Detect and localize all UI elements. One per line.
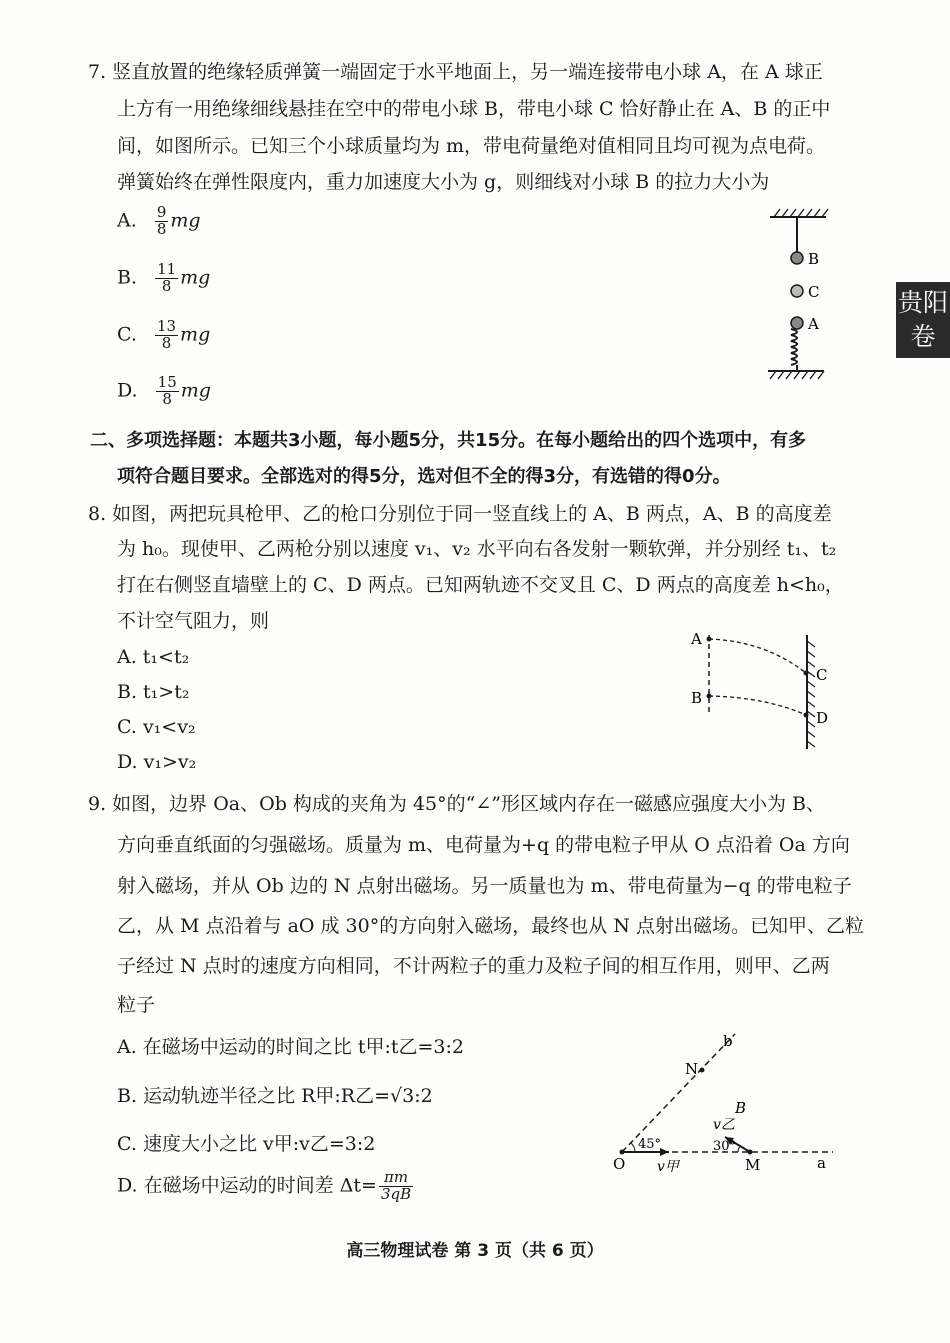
- region-tab-line1: 贵阳: [897, 288, 948, 317]
- q7-line-4: 弹簧始终在弹性限度内，重力加速度大小为 g，则细线对小球 B 的拉力大小为: [117, 171, 770, 193]
- label-angle-30: 30°: [713, 1139, 737, 1154]
- label-a: A: [808, 315, 819, 333]
- option-unit: mg: [180, 323, 211, 346]
- label-b: B: [691, 689, 703, 707]
- option-d-prefix: D. 在磁场中运动的时间差 Δt=: [117, 1174, 377, 1197]
- q8-option-d: D. v₁>v₂: [117, 751, 197, 773]
- angle-45-arc: [631, 1143, 635, 1152]
- fraction: $\frac{15}{8}$: [157, 373, 177, 408]
- v-jia-arrowhead: [660, 1148, 669, 1156]
- q9-option-c: C. 速度大小之比 v甲:v乙=3:2: [117, 1133, 376, 1155]
- label-b: B: [808, 250, 820, 268]
- q8-option-c: C. v₁<v₂: [117, 716, 196, 738]
- q8-line-3: 打在右侧竖直墙壁上的 C、D 两点。已知两轨迹不交叉且 C、D 两点的高度差 h<h₀，: [117, 574, 844, 596]
- q8-figure: [685, 625, 845, 755]
- q7-option-a: [117, 205, 201, 238]
- ceiling-hatch: [774, 209, 828, 217]
- region-tab-line2: 卷: [910, 322, 936, 351]
- ball-c: [791, 285, 803, 297]
- section-2-line-2: 项符合题目要求。全部选对的得5分，选对但不全的得3分，有选错的得0分。: [117, 466, 731, 487]
- q7-line-2: 上方有一用绝缘细线悬挂在空中的带电小球 B，带电小球 C 恰好静止在 A、B 的正中: [117, 98, 831, 120]
- fraction: $\frac{11}{8}$: [157, 260, 177, 295]
- boundary-ob: [622, 1034, 735, 1152]
- point-c: [804, 671, 809, 676]
- q7-option-b: [117, 262, 210, 295]
- q9-option-b: B. 运动轨迹半径之比 R甲:R乙=√3:2: [117, 1085, 433, 1107]
- q9-option-a: A. 在磁场中运动的时间之比 t甲:t乙=3:2: [117, 1036, 465, 1058]
- label-a: A: [691, 630, 702, 648]
- q8-line-4: 不计空气阻力，则: [117, 610, 270, 632]
- label-c: C: [808, 283, 820, 301]
- label-c: C: [816, 666, 828, 684]
- point-d: [804, 713, 809, 718]
- fraction: $\frac{9}{8}$: [156, 203, 167, 238]
- fraction: $\frac{13}{8}$: [156, 317, 177, 352]
- wall-hatch: [807, 641, 815, 747]
- q9-line-3: 射入磁场，并从 Ob 边的 N 点射出磁场。另一质量也为 m、带电荷量为−q 的带电粒子: [117, 875, 852, 897]
- label-o: O: [613, 1155, 626, 1173]
- option-unit: mg: [180, 266, 211, 289]
- label-d: D: [816, 709, 829, 727]
- q9-line-5: 子经过 N 点时的速度方向相同，不计两粒子的重力及粒子间的相互作用，则甲、乙两: [117, 955, 830, 977]
- option-unit: mg: [180, 379, 211, 402]
- ground-hatch: [770, 371, 824, 379]
- trajectory-2: [709, 696, 806, 715]
- q8-line-1: 8. 如图，两把玩具枪甲、乙的枪口分别位于同一竖直线上的 A、B 两点，A、B 的高度差: [88, 503, 832, 525]
- label-m: M: [745, 1156, 761, 1174]
- q7-option-c: [117, 319, 210, 352]
- fraction: $\frac{\pi m}{3qB}$: [380, 1168, 412, 1203]
- q7-line-3: 间，如图所示。已知三个小球质量均为 m，带电荷量绝对值相同且均可视为点电荷。: [117, 135, 826, 157]
- label-n: N: [685, 1060, 699, 1078]
- label-v-jia: v甲: [657, 1159, 679, 1175]
- q9-line-2: 方向垂直纸面的匀强磁场。质量为 m、电荷量为+q 的带电粒子甲从 O 点沿着 Oa 方向: [117, 834, 850, 856]
- q8-option-b: B. t₁>t₂: [117, 681, 190, 703]
- angle-30-arc: [738, 1146, 740, 1152]
- q7-line-1: 7. 竖直放置的绝缘轻质弹簧一端固定于水平地面上，另一端连接带电小球 A，在 A 球正: [88, 61, 823, 83]
- label-v-yi: v乙: [713, 1117, 735, 1133]
- q9-line-6: 粒子: [117, 994, 156, 1016]
- option-unit: mg: [170, 209, 201, 232]
- q8-line-2: 为 h₀。现使甲、乙两枪分别以速度 v₁、v₂ 水平向右各发射一颗软弹，并分别经 t₁、t₂: [117, 538, 837, 560]
- option-letter: A.: [117, 209, 137, 232]
- option-letter: D.: [117, 379, 138, 402]
- label-angle-45: 45°: [638, 1137, 662, 1152]
- q7-figure: [760, 205, 840, 385]
- q9-line-4: 乙，从 M 点沿着与 aO 成 30°的方向射入磁场，最终也从 N 点射出磁场。已知甲、乙粒: [117, 915, 864, 937]
- ball-b: [791, 252, 803, 264]
- label-b-field: B: [735, 1099, 747, 1117]
- label-b: b: [723, 1032, 733, 1050]
- trajectory-1: [709, 639, 806, 673]
- point-n: [700, 1068, 705, 1073]
- q9-figure: [605, 1022, 845, 1182]
- q8-option-a: A. t₁<t₂: [117, 646, 190, 668]
- option-letter: B.: [117, 266, 138, 289]
- label-a: a: [817, 1154, 826, 1172]
- region-tab: [896, 282, 950, 358]
- section-2-line-1: 二、多项选择题：本题共3小题，每小题5分，共15分。在每小题给出的四个选项中，有多: [90, 430, 807, 451]
- page-footer: 高三物理试卷 第 3 页（共 6 页）: [346, 1241, 604, 1261]
- option-letter: C.: [117, 323, 137, 346]
- ball-a: [791, 317, 803, 329]
- spring: [791, 329, 797, 365]
- q7-option-d: [117, 375, 211, 408]
- q9-line-1: 9. 如图，边界 Oa、Ob 构成的夹角为 45°的“∠”形区域内存在一磁感应强度大小为 B、: [88, 793, 825, 815]
- q9-option-d: [117, 1170, 415, 1203]
